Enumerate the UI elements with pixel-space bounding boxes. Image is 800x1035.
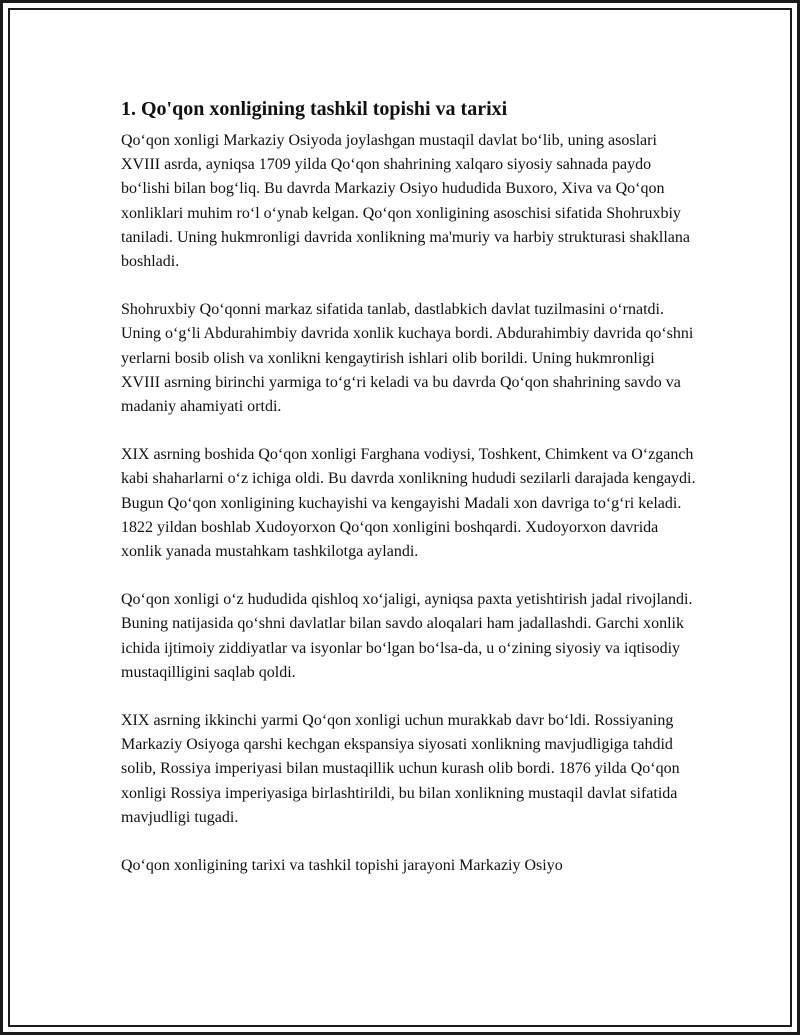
- paragraph-6: Qo‘qon xonligining tarixi va tashkil topishi jarayoni Markaziy Osiyo: [121, 857, 563, 875]
- paragraph-3: XIX asrning boshida Qo‘qon xonligi Farghana vodiysi, Toshkent, Chimkent va O‘zganch kabi shaharlarni o‘z ichiga oldi. Bu davrda xonlikning hududi sezilarli darajada kengaydi. Bugun Qo‘qon xonligining kuchayishi va kengayishi Madali xon davriga to‘g‘ri keladi. 1822 yildan boshlab Xudoyorxon Qo‘qon xonligini boshqardi. Xudoyorxon davrida xonlik yanada mustahkam tashkilotga aylandi.: [121, 446, 696, 561]
- page-title: 1. Qo'qon xonligining tashkil topishi va tarixi: [121, 98, 508, 120]
- paragraph-5: XIX asrning ikkinchi yarmi Qo‘qon xonligi uchun murakkab davr bo‘ldi. Rossiyaning Markaziy Osiyoga qarshi kechgan ekspansiya siyosati xonlikning mavjudligiga tahdid solib, Rossiya imperiyasi bilan mustaqillik uchun kurash olib bordi. 1876 yilda Qo‘qon xonligi Rossiya imperiyasiga birlashtirildi, bu bilan xonlikning mustaqil davlat sifatida mavjudligi tugadi.: [121, 712, 680, 826]
- document-body: [121, 95, 696, 902]
- paragraph-4: Qo‘qon xonligi o‘z hududida qishloq xo‘jaligi, ayniqsa paxta yetishtirish jadal rivojlandi. Buning natijasida qo‘shni davlatlar bilan savdo aloqalari ham jadallashdi. Garchi xonlik ichida ijtimoiy ziddiyatlar va isyonlar bo‘lgan bo‘lsa-da, u o‘zining siyosiy va iqtisodiy mustaqilligini saqlab qoldi.: [121, 591, 693, 681]
- paragraph-1: Qo‘qon xonligi Markaziy Osiyoda joylashgan mustaqil davlat bo‘lib, uning asoslari XVIII asrda, ayniqsa 1709 yilda Qo‘qon shahrining xalqaro siyosiy sahnada paydo bo‘lishi bilan bog‘liq. Bu davrda Markaziy Osiyo hududida Buxoro, Xiva va Qo‘qon xonliklari muhim ro‘l o‘ynab kelgan. Qo‘qon xonligining asoschisi sifatida Shohruxbiy taniladi. Uning hukmronligi davrida xonlikning ma'muriy va harbiy strukturasi shakllana boshladi.: [121, 132, 690, 271]
- paragraph-2: Shohruxbiy Qo‘qonni markaz sifatida tanlab, dastlabkich davlat tuzilmasini o‘rnatdi. Uning o‘g‘li Abdurahimbiy davrida xonlik kuchaya bordi. Abdurahimbiy davrida qo‘shni yerlarni bosib olish va xonlikni kengaytirish ishlari olib borildi. Uning hukmronligi XVIII asrning birinchi yarmiga to‘g‘ri keladi va bu davrda Qo‘qon shahrining savdo va madaniy ahamiyati ortdi.: [121, 301, 694, 416]
